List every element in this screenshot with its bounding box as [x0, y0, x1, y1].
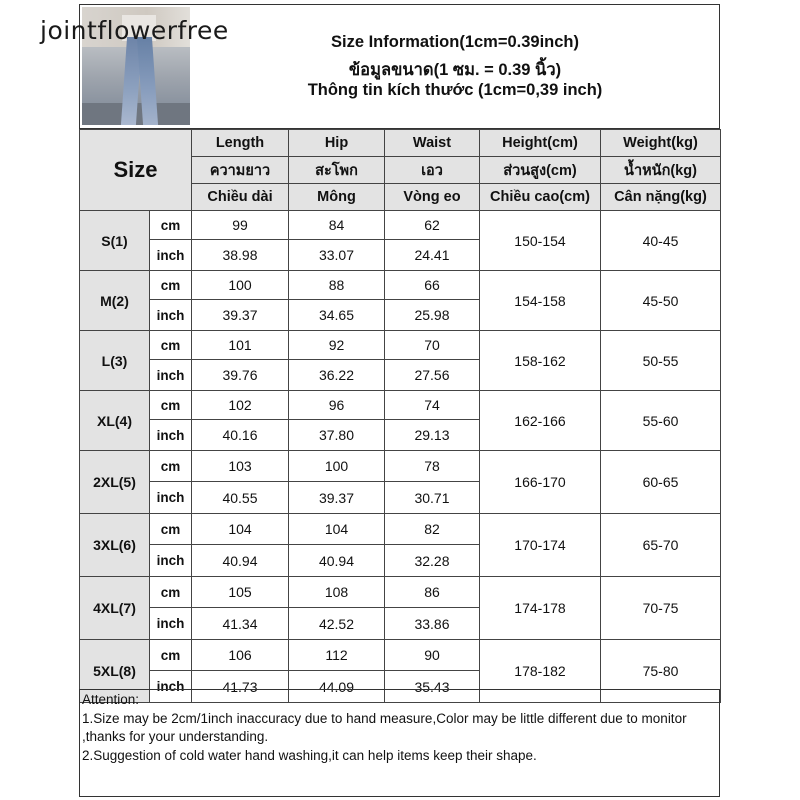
column-header-th: น้ำหนัก(kg) — [601, 157, 721, 184]
unit-cell: cm — [150, 391, 192, 420]
size-label-cell: XL(4) — [80, 391, 150, 451]
measurement-cell: 100 — [192, 271, 289, 300]
column-header-vi: Cân nặng(kg) — [601, 184, 721, 211]
size-chart-table — [79, 129, 721, 703]
column-header-en: Weight(kg) — [601, 130, 721, 157]
measurement-cell: 44.09 — [289, 671, 385, 703]
measurement-cell: 70 — [385, 331, 480, 360]
measurement-cell: 102 — [192, 391, 289, 420]
measurement-cell: 40.94 — [192, 545, 289, 577]
height-range-cell: 162-166 — [480, 391, 601, 451]
unit-cell: inch — [150, 420, 192, 451]
weight-range-cell: 75-80 — [601, 640, 721, 703]
measurement-cell: 74 — [385, 391, 480, 420]
column-header-th: เอว — [385, 157, 480, 184]
attention-line-3: 2.Suggestion of cold water hand washing,it can help items keep their shape. — [82, 747, 537, 763]
measurement-cell: 40.94 — [289, 545, 385, 577]
height-range-cell: 154-158 — [480, 271, 601, 331]
title-english: Size Information(1cm=0.39inch) — [330, 33, 580, 51]
unit-cell: cm — [150, 331, 192, 360]
table-row — [80, 211, 721, 240]
measurement-cell: 40.55 — [192, 482, 289, 514]
measurement-cell: 27.56 — [385, 360, 480, 391]
unit-cell: inch — [150, 671, 192, 703]
measurement-cell: 30.71 — [385, 482, 480, 514]
measurement-cell: 34.65 — [289, 300, 385, 331]
weight-range-cell: 45-50 — [601, 271, 721, 331]
measurement-cell: 88 — [289, 271, 385, 300]
column-header-en: Hip — [289, 130, 385, 157]
measurement-cell: 104 — [289, 514, 385, 545]
size-label-cell: M(2) — [80, 271, 150, 331]
measurement-cell: 38.98 — [192, 240, 289, 271]
unit-cell: cm — [150, 271, 192, 300]
attention-heading: Attention: — [82, 692, 140, 707]
column-header-en: Waist — [385, 130, 480, 157]
measurement-cell: 39.76 — [192, 360, 289, 391]
measurement-cell: 101 — [192, 331, 289, 360]
measurement-cell: 103 — [192, 451, 289, 482]
unit-cell: inch — [150, 608, 192, 640]
measurement-cell: 112 — [289, 640, 385, 671]
size-label-cell: 2XL(5) — [80, 451, 150, 514]
height-range-cell: 174-178 — [480, 577, 601, 640]
weight-range-cell: 55-60 — [601, 391, 721, 451]
measurement-cell: 96 — [289, 391, 385, 420]
attention-line-1: 1.Size may be 2cm/1inch inaccuracy due to hand measure,Color may be little different due to monitor — [82, 710, 687, 726]
table-row — [80, 391, 721, 420]
measurement-cell: 39.37 — [192, 300, 289, 331]
unit-cell: cm — [150, 451, 192, 482]
measurement-cell: 24.41 — [385, 240, 480, 271]
height-range-cell: 158-162 — [480, 331, 601, 391]
column-header-en: Length — [192, 130, 289, 157]
measurement-cell: 105 — [192, 577, 289, 608]
measurement-cell: 29.13 — [385, 420, 480, 451]
size-label-cell: 5XL(8) — [80, 640, 150, 703]
measurement-cell: 108 — [289, 577, 385, 608]
size-label-cell: 3XL(6) — [80, 514, 150, 577]
measurement-cell: 33.07 — [289, 240, 385, 271]
measurement-cell: 39.37 — [289, 482, 385, 514]
measurement-cell: 84 — [289, 211, 385, 240]
height-range-cell: 150-154 — [480, 211, 601, 271]
unit-cell: inch — [150, 300, 192, 331]
attention-notes — [79, 689, 720, 797]
watermark-text: jointflowerfree — [40, 16, 229, 45]
measurement-cell: 78 — [385, 451, 480, 482]
unit-cell: inch — [150, 360, 192, 391]
column-header-vi: Vòng eo — [385, 184, 480, 211]
weight-range-cell: 60-65 — [601, 451, 721, 514]
unit-cell: cm — [150, 211, 192, 240]
measurement-cell: 41.73 — [192, 671, 289, 703]
column-header-vi: Chiều dài — [192, 184, 289, 211]
measurement-cell: 35.43 — [385, 671, 480, 703]
table-row — [80, 514, 721, 545]
unit-cell: inch — [150, 482, 192, 514]
size-label-cell: S(1) — [80, 211, 150, 271]
size-chart-body — [80, 130, 721, 703]
table-row — [80, 577, 721, 608]
size-label-cell: L(3) — [80, 331, 150, 391]
measurement-cell: 99 — [192, 211, 289, 240]
measurement-cell: 40.16 — [192, 420, 289, 451]
measurement-cell: 100 — [289, 451, 385, 482]
unit-cell: cm — [150, 640, 192, 671]
measurement-cell: 25.98 — [385, 300, 480, 331]
measurement-cell: 104 — [192, 514, 289, 545]
unit-cell: cm — [150, 514, 192, 545]
height-range-cell: 170-174 — [480, 514, 601, 577]
table-row — [80, 640, 721, 671]
table-row — [80, 451, 721, 482]
column-header-th: ความยาว — [192, 157, 289, 184]
size-label-cell: 4XL(7) — [80, 577, 150, 640]
measurement-cell: 32.28 — [385, 545, 480, 577]
height-range-cell: 166-170 — [480, 451, 601, 514]
measurement-cell: 106 — [192, 640, 289, 671]
unit-cell: inch — [150, 545, 192, 577]
measurement-cell: 66 — [385, 271, 480, 300]
title-thai: ข้อมูลขนาด(1 ซม. = 0.39 นิ้ว) — [348, 61, 562, 79]
height-range-cell: 178-182 — [480, 640, 601, 703]
column-header-vi: Mông — [289, 184, 385, 211]
measurement-cell: 62 — [385, 211, 480, 240]
table-row — [80, 271, 721, 300]
measurement-cell: 33.86 — [385, 608, 480, 640]
weight-range-cell: 65-70 — [601, 514, 721, 577]
unit-cell: inch — [150, 240, 192, 271]
measurement-cell: 90 — [385, 640, 480, 671]
weight-range-cell: 70-75 — [601, 577, 721, 640]
column-header-en: Height(cm) — [480, 130, 601, 157]
measurement-cell: 92 — [289, 331, 385, 360]
unit-cell: cm — [150, 577, 192, 608]
title-vietnamese: Thông tin kích thước (1cm=0,39 inch) — [307, 81, 603, 99]
measurement-cell: 41.34 — [192, 608, 289, 640]
size-header-cell: Size — [80, 130, 192, 211]
header-titles — [190, 5, 720, 128]
column-header-th: ส่วนสูง(cm) — [480, 157, 601, 184]
weight-range-cell: 40-45 — [601, 211, 721, 271]
column-header-th: สะโพก — [289, 157, 385, 184]
measurement-cell: 36.22 — [289, 360, 385, 391]
measurement-cell: 86 — [385, 577, 480, 608]
attention-line-2: ,thanks for your understanding. — [82, 729, 269, 744]
measurement-cell: 37.80 — [289, 420, 385, 451]
column-header-vi: Chiều cao(cm) — [480, 184, 601, 211]
measurement-cell: 82 — [385, 514, 480, 545]
measurement-cell: 42.52 — [289, 608, 385, 640]
weight-range-cell: 50-55 — [601, 331, 721, 391]
table-row — [80, 331, 721, 360]
